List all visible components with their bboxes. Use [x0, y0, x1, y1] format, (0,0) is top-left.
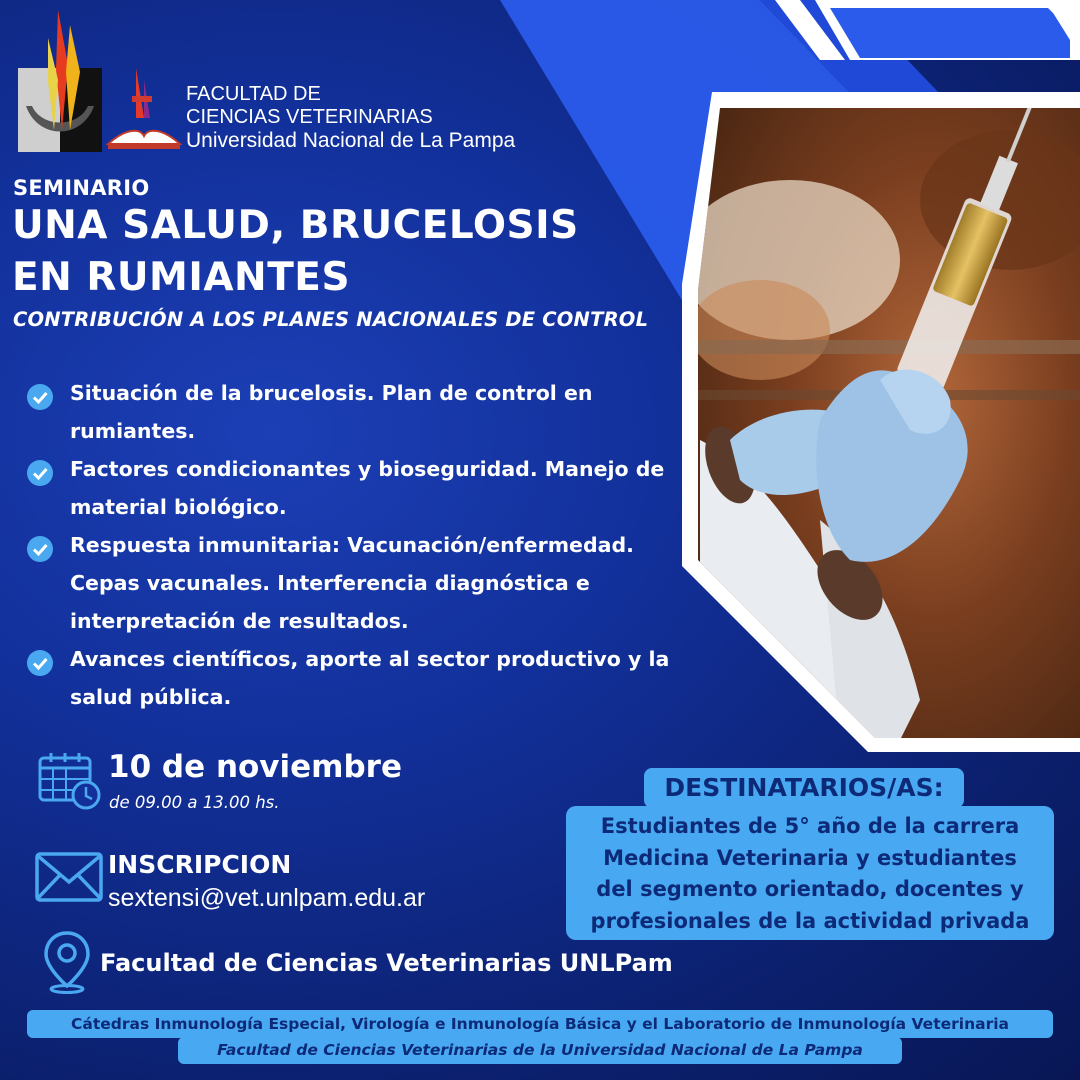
event-time: de 09.00 a 13.00 hs. [109, 793, 280, 812]
audience-line: del segmento orientado, docentes y [596, 877, 1024, 901]
check-icon [26, 649, 54, 677]
audience-line: Estudiantes de 5° año de la carrera [600, 814, 1020, 838]
check-icon [26, 535, 54, 563]
topic-line: Factores condicionantes y bioseguridad. Manejo de [70, 457, 665, 481]
topic-line: Respuesta inmunitaria: Vacunación/enfermedad. [70, 533, 634, 557]
envelope-icon [35, 852, 103, 902]
faculty-crest-icon [18, 10, 102, 154]
topic-line: Cepas vacunales. Interferencia diagnóstica e [70, 571, 590, 595]
vaccination-photo [680, 67, 1080, 750]
event-date: 10 de noviembre [108, 749, 402, 785]
org-line-2: CIENCIAS VETERINARIAS [186, 106, 433, 128]
event-kicker: SEMINARIO [13, 176, 150, 200]
audience-box [566, 806, 1054, 940]
topic-item [24, 374, 674, 450]
audience-line: profesionales de la actividad privada [590, 908, 1030, 933]
topic-line: salud pública. [70, 685, 232, 709]
topic-item [24, 526, 674, 640]
title-line-1: UNA SALUD, BRUCELOSIS [12, 203, 579, 248]
topic-item [24, 640, 674, 716]
event-location: Facultad de Ciencias Veterinarias UNLPam [100, 949, 673, 977]
org-line-3: Universidad Nacional de La Pampa [186, 129, 516, 152]
footer-institution: Facultad de Ciencias Veterinarias de la Universidad Nacional de La Pampa [178, 1037, 902, 1064]
topic-line: interpretación de resultados. [70, 609, 409, 633]
check-icon [26, 383, 54, 411]
topic-line: rumiantes. [70, 419, 196, 443]
event-title [12, 200, 579, 304]
event-subtitle: CONTRIBUCIÓN A LOS PLANES NACIONALES DE CONTROL [13, 308, 649, 331]
location-pin-icon [42, 930, 92, 994]
topic-line: Situación de la brucelosis. Plan de control en [70, 381, 593, 405]
topic-list [24, 374, 674, 716]
org-line-1: FACULTAD DE [186, 83, 321, 105]
topic-line: Avances científicos, aporte al sector productivo y la [70, 647, 670, 671]
audience-heading: DESTINATARIOS/AS: [644, 768, 964, 808]
footer-departments: Cátedras Inmunología Especial, Virología e Inmunología Básica y el Laboratorio de Inmunología Veterinaria [27, 1010, 1053, 1038]
audience-line: Medicina Veterinaria y estudiantes [603, 845, 1017, 870]
check-icon [26, 459, 54, 487]
registration-label: INSCRIPCION [108, 850, 292, 879]
university-logo-icon [106, 66, 182, 152]
registration-email[interactable]: sextensi@vet.unlpam.edu.ar [108, 884, 426, 912]
calendar-clock-icon [38, 752, 102, 810]
organization-name [186, 83, 515, 152]
topic-item [24, 450, 674, 526]
topic-line: material biológico. [70, 495, 287, 519]
title-line-2: EN RUMIANTES [12, 255, 351, 300]
